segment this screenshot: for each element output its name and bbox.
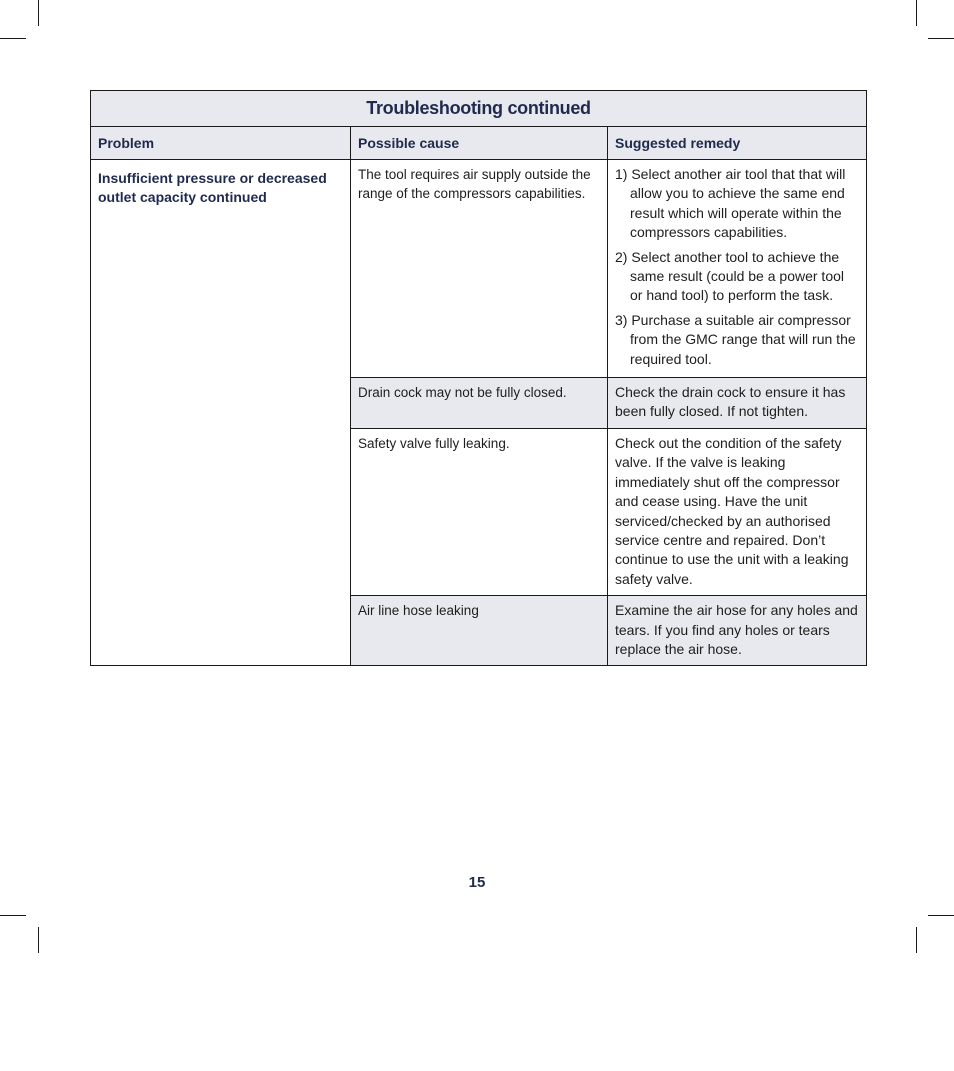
remedy-cell: Check out the condition of the safety valve. If the valve is leaking immediately shut off the compressor and cease using. Have the unit serviced/checked by an authorised service centre and repaired. Don’t continue to use the unit with a leaking safety valve. xyxy=(608,428,867,595)
table-title: Troubleshooting continued xyxy=(366,98,591,118)
table-header-row xyxy=(91,127,867,160)
crop-mark-bottom-left-vertical xyxy=(38,927,39,953)
problem-cell: Insufficient pressure or decreased outlet capacity continued xyxy=(91,160,351,666)
cause-cell: The tool requires air supply outside the range of the compressors capabilities. xyxy=(351,160,608,378)
table-title-cell xyxy=(91,91,867,127)
remedy-list-item: 1) Select another air tool that that will allow you to achieve the same end result which will operate within the compressors capabilities. xyxy=(615,166,846,241)
table-row xyxy=(91,160,867,378)
cause-cell: Drain cock may not be fully closed. xyxy=(351,378,608,429)
crop-mark-top-left-horizontal xyxy=(0,38,26,39)
troubleshooting-table xyxy=(90,90,867,666)
crop-mark-bottom-right-horizontal xyxy=(928,915,954,916)
crop-mark-top-right-horizontal xyxy=(928,38,954,39)
remedy-list xyxy=(615,165,858,369)
remedy-list-item: 3) Purchase a suitable air compressor from the GMC range that will run the required tool. xyxy=(615,311,856,367)
remedy-list-item: 2) Select another tool to achieve the same result (could be a power tool or hand tool) to perform the task. xyxy=(615,248,844,304)
column-header-problem: Problem xyxy=(91,127,351,160)
crop-mark-top-left-vertical xyxy=(38,0,39,26)
crop-mark-bottom-right-vertical xyxy=(916,927,917,953)
remedy-cell xyxy=(608,160,867,378)
cause-cell: Safety valve fully leaking. xyxy=(351,428,608,595)
remedy-cell: Examine the air hose for any holes and tears. If you find any holes or tears replace the air hose. xyxy=(608,596,867,666)
column-header-remedy: Suggested remedy xyxy=(608,127,867,160)
column-header-cause: Possible cause xyxy=(351,127,608,160)
crop-mark-bottom-left-horizontal xyxy=(0,915,26,916)
page-number: 15 xyxy=(468,874,486,891)
crop-mark-top-right-vertical xyxy=(916,0,917,26)
cause-cell: Air line hose leaking xyxy=(351,596,608,666)
table-title-row xyxy=(91,91,867,127)
remedy-cell: Check the drain cock to ensure it has been fully closed. If not tighten. xyxy=(608,378,867,429)
